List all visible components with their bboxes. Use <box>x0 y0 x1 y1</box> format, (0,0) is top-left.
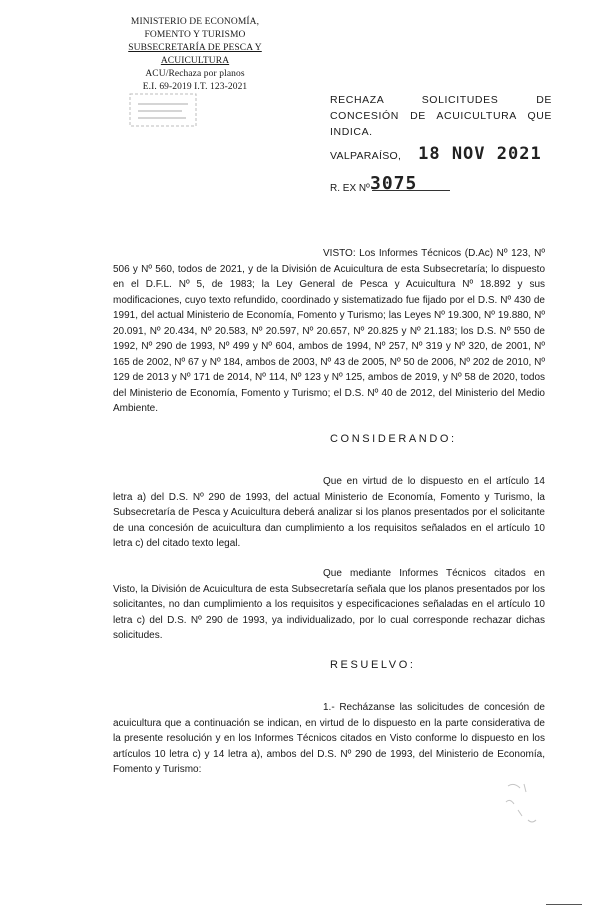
visto-paragraph <box>113 246 545 417</box>
considerando-paragraph-1 <box>113 474 545 552</box>
initials-mark-icon <box>500 780 540 830</box>
footer-rule <box>546 904 582 905</box>
letterhead <box>100 16 290 94</box>
resolution-number <box>330 173 480 197</box>
reference-line-1: ACU/Rechaza por planos <box>145 69 245 79</box>
seal-stamp-icon <box>128 92 198 128</box>
place-and-date <box>330 146 560 164</box>
place-label: VALPARAÍSO, <box>330 150 402 162</box>
considerando-1-text: Que en virtud de lo dispuesto en el artículo 14 letra a) del D.S. Nº 290 de 1993, del actual Ministerio de Economía, Fomento y Turismo, la Subsecretaría de Pesca y Acuicultura deberá analizar si los planos presentados por el solicitante de una concesión de acuicultura dan cumplimiento a los requisitos señalados en el artículo 10 letra c) del citado texto legal. <box>113 476 545 549</box>
subsecretaria-line: SUBSECRETARÍA DE PESCA Y ACUICULTURA <box>128 43 262 66</box>
resolution-subject: RECHAZA SOLICITUDES DE CONCESIÓN DE ACUICULTURA QUE INDICA. <box>330 94 552 138</box>
rex-number: 3075 <box>370 173 418 194</box>
ministry-line-2: FOMENTO Y TURISMO <box>144 30 246 40</box>
considerando-2-text: Que mediante Informes Técnicos citados en Visto, la División de Acuicultura de esta Subsecretaría señala que los planos presentados por los solicitantes, no dan cumplimiento a los requisitos y especificaciones señaladas en el artículo 10 letra c) del D.S. Nº 290 de 1993, ya individualizado, por lo cual corresponde rechazar dichas solicitudes. <box>113 568 545 641</box>
considerando-heading: CONSIDERANDO: <box>330 433 457 445</box>
considerando-paragraph-2 <box>113 566 545 644</box>
reference-line-2: E.I. 69-2019 I.T. 123-2021 <box>142 82 248 92</box>
date-stamp: 18 NOV 2021 <box>418 144 542 164</box>
resuelvo-paragraph-1 <box>113 700 545 778</box>
resuelvo-1-text: 1.- Recházanse las solicitudes de concesión de acuicultura que a continuación se indican, en virtud de lo dispuesto en la parte considerativa de la presente resolución y en los Informes Técnicos citados en Visto conforme lo dispuesto en los artículos 10 letra c) y 14 letra a), ambos del D.S. Nº 290 de 1993, del Ministerio de Economía, Fomento y Turismo: <box>113 702 545 775</box>
visto-text: VISTO: Los Informes Técnicos (D.Ac) Nº 123, Nº 506 y Nº 560, todos de 2021, y de la División de Acuicultura de esta Subsecretaría; lo dispuesto en el D.F.L. Nº 5, de 1983; la Ley General de Pesca y Acuicultura Nº 18.892 y sus modificaciones, cuyo texto refundido, coordinado y sistematizado fue fijado por el D.S. Nº 430 de 1991, del actual Ministerio de Economía, Fomento y Turismo; las Leyes Nº 19.300, Nº 19.880, Nº 20.091, Nº 20.434, Nº 20.583, Nº 20.597, Nº 20.657, Nº 20.825 y Nº 21.183; los D.S. Nº 550 de 1992, Nº 290 de 1993, Nº 499 y Nº 604, ambos de 1994, Nº 257, Nº 319 y Nº 320, de 2001, Nº 165 de 2002, Nº 67 y Nº 184, ambos de 2003, Nº 43 de 2005, Nº 50 de 2006, Nº 202 de 2010, Nº 129 de 2013 y Nº 171 de 2014, Nº 114, Nº 123 y Nº 125, ambos de 2019, y Nº 58 de 2020, todos del Ministerio de Economía, Fomento y Turismo; el D.S. Nº 40 de 2012, del Ministerio del Medio Ambiente. <box>113 248 545 414</box>
ministry-line-1: MINISTERIO DE ECONOMÍA, <box>130 17 260 27</box>
resuelvo-heading: RESUELVO: <box>330 659 416 671</box>
rex-label: R. EX Nº <box>330 183 370 194</box>
